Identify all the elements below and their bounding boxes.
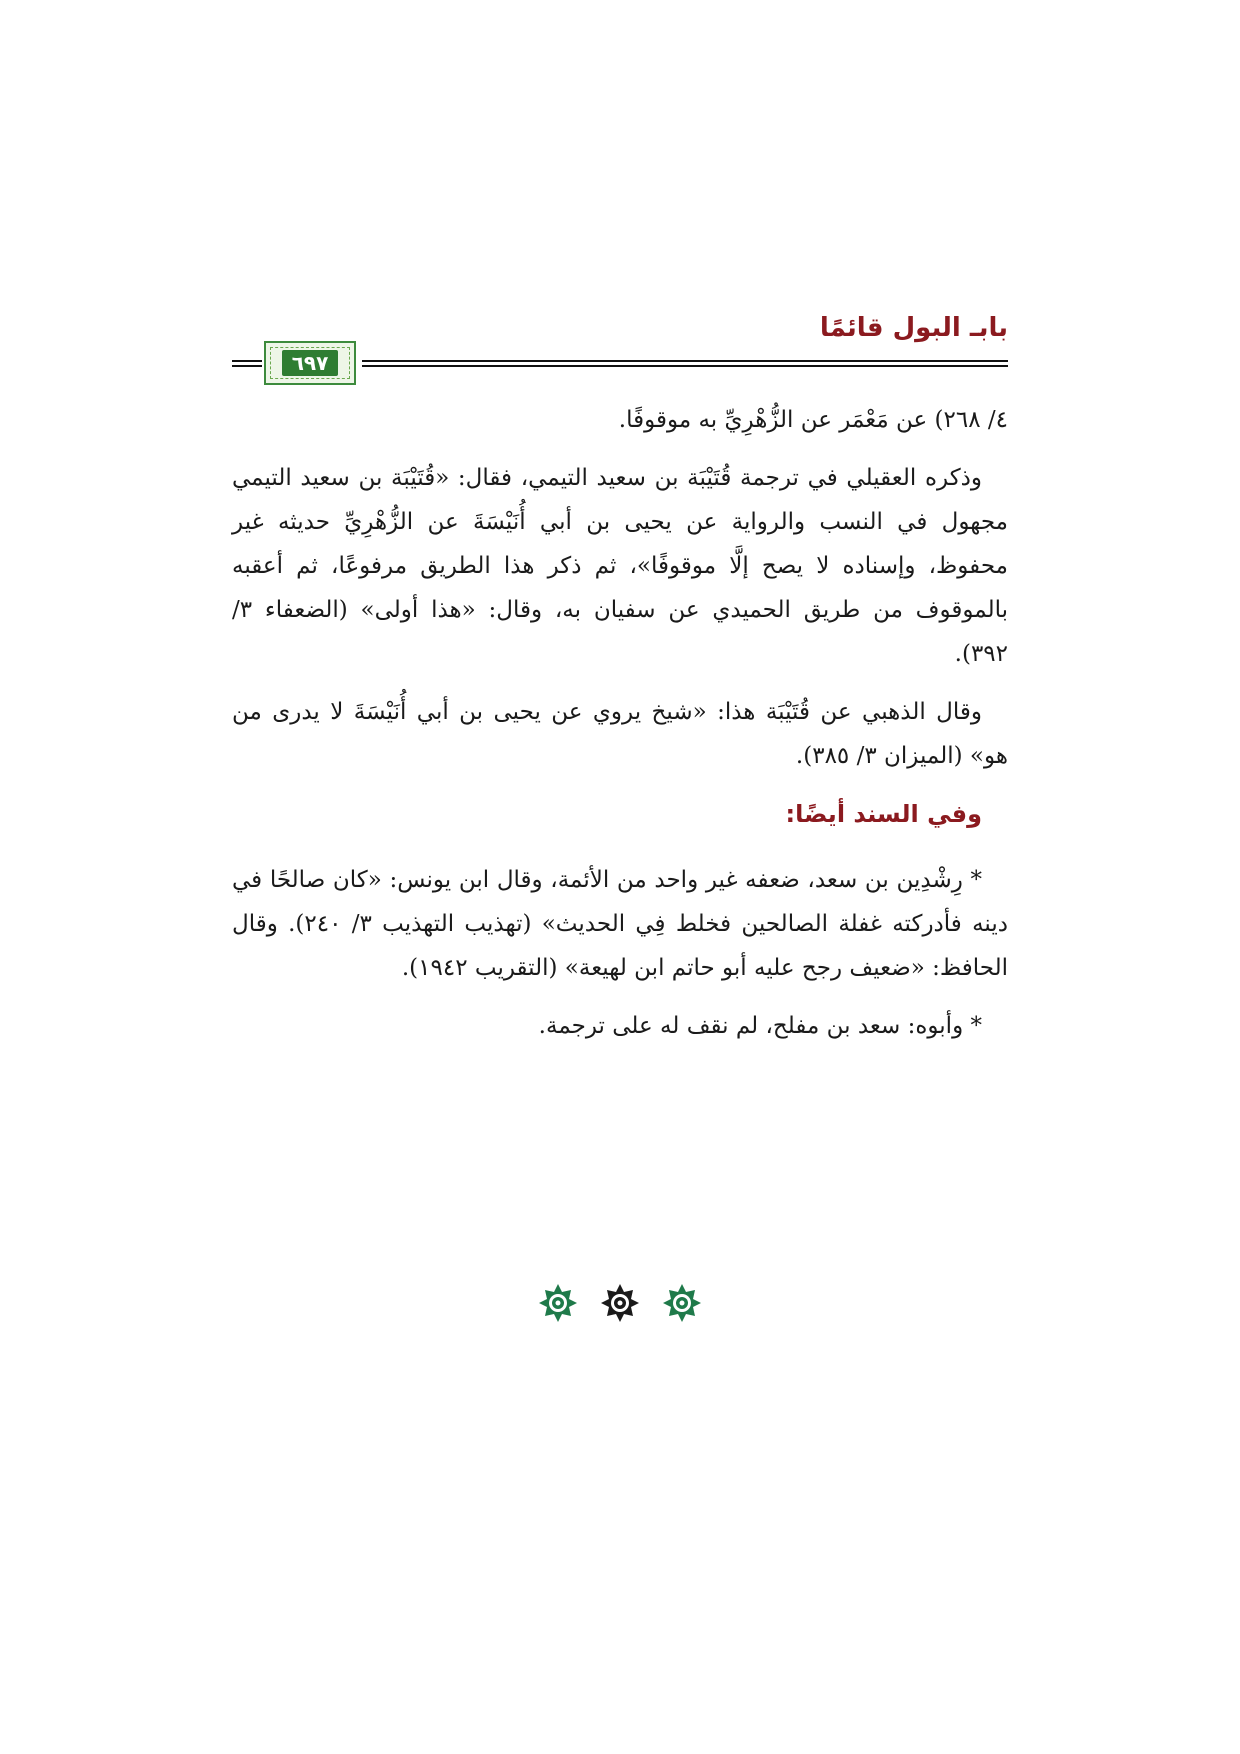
page-header: [232, 308, 1008, 388]
header-rule-short: [232, 360, 262, 367]
end-ornaments: [0, 1283, 1240, 1323]
star-flower-ornament-icon: [600, 1283, 640, 1323]
star-flower-ornament-icon: [538, 1283, 578, 1323]
page-number: ٦٩٧: [282, 350, 339, 376]
page-number-frame: [264, 341, 356, 385]
chapter-title: بابـ البول قائمًا: [819, 313, 1008, 343]
star-flower-ornament-icon: [662, 1283, 702, 1323]
paragraph-dhahabi: وقال الذهبي عن قُتَيْبَة هذا: «شيخ يروي عن يحيى بن أبي أُنَيْسَةَ لا يدرى من هو» (الميزان ٣/ ٣٨٥).: [232, 699, 1008, 769]
paragraph-uqayli: وذكره العقيلي في ترجمة قُتَيْبَة بن سعيد التيمي، فقال: «قُتَيْبَة بن سعيد التيمي مجهول في النسب والرواية عن يحيى بن أبي أُنَيْسَةَ عن الزُّهْرِيِّ حديثه غير محفوظ، وإسناده لا يصح إلَّا موقوفًا»، ثم ذكر هذا الطريق مرفوعًا، ثم أعقبه بالموقوف من طريق الحميدي عن سفيان به، وقال: «هذا أولى» (الضعفاء ٣/ ٣٩٢).: [232, 465, 1008, 667]
note-rishdin: * رِشْدِين بن سعد، ضعفه غير واحد من الأئمة، وقال ابن يونس: «كان صالحًا في دينه فأدركته غفلة الصالحين فخلط فِي الحديث» (تهذيب التهذيب ٣/ ٢٤٠). وقال الحافظ: «ضعيف رجح عليه أبو حاتم ابن لهيعة» (التقريب ١٩٤٢).: [232, 867, 1008, 981]
header-rule: [362, 360, 1008, 367]
page-body: [232, 398, 1008, 1062]
paragraph-continuation: ٤/ ٢٦٨) عن مَعْمَر عن الزُّهْرِيِّ به موقوفًا.: [618, 407, 1008, 433]
note-father: * وأبوه: سعد بن مفلح، لم نقف له على ترجمة.: [538, 1013, 982, 1039]
section-heading: وفي السند أيضًا:: [785, 800, 982, 828]
